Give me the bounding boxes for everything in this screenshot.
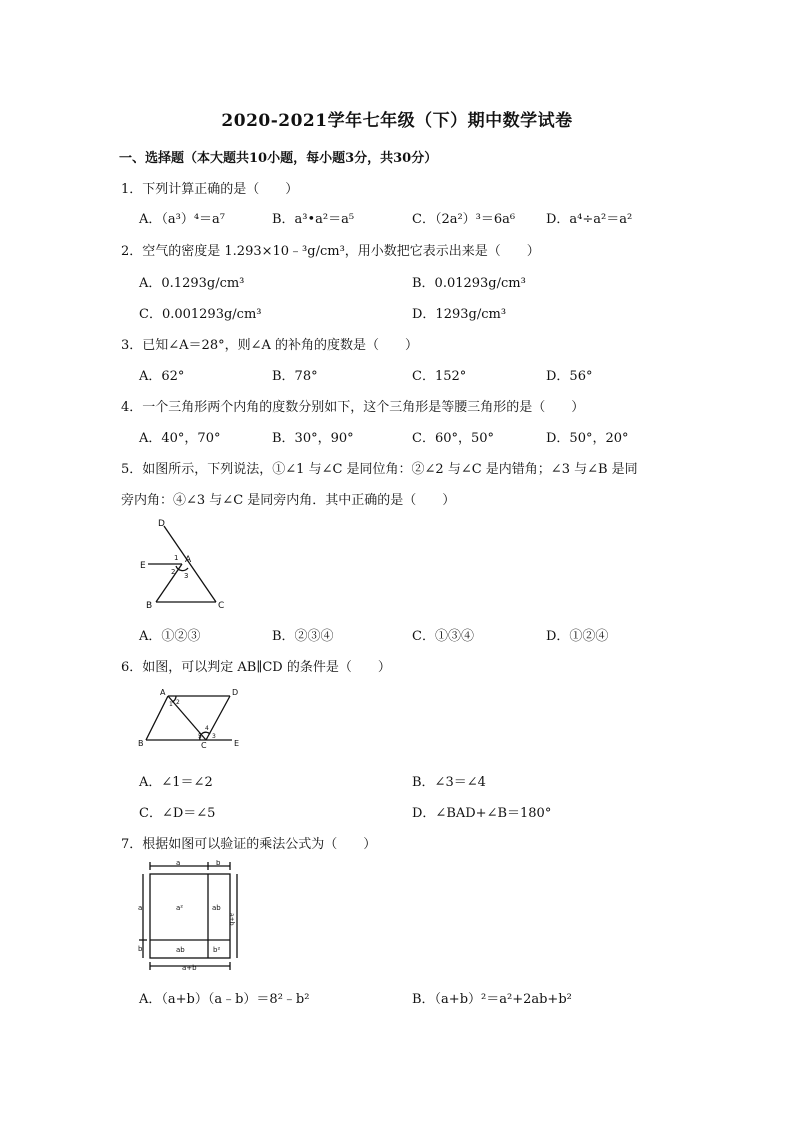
q7-label-top-a: a xyxy=(176,860,181,867)
q6-label-4: 4 xyxy=(205,725,209,732)
q7-label-top-b: b xyxy=(216,860,221,867)
q7-label-ab-right: ab xyxy=(212,904,221,912)
q5-label-c: C xyxy=(218,601,225,611)
q7-option-b: B．（a+b）²＝a²+2ab+b² xyxy=(412,992,572,1007)
q5-label-2: 2 xyxy=(171,568,176,576)
question-2-stem: 2．空气的密度是 1.293×10﹣³g/cm³，用小数把它表示出来是（ ） xyxy=(121,244,540,259)
q5-label-e: E xyxy=(140,561,146,571)
question-5-stem-line2: 旁内角：④∠3 与∠C 是同旁内角．其中正确的是（ ） xyxy=(121,493,456,508)
question-4-stem: 4．一个三角形两个内角的度数分别如下，这个三角形是等腰三角形的是（ ） xyxy=(121,400,585,415)
q6-option-d: D．∠BAD+∠B＝180° xyxy=(412,806,552,821)
q7-label-left-b: b xyxy=(138,945,143,953)
q2-option-b: B．0.01293g/cm³ xyxy=(412,276,526,291)
q1-option-d: D．a⁴÷a²＝a² xyxy=(546,212,633,227)
q3-option-b: B．78° xyxy=(272,369,318,384)
q7-option-a: A．（a+b）（a﹣b）＝8²﹣b² xyxy=(139,992,310,1007)
q7-label-ab-bottom: ab xyxy=(176,946,185,954)
q6-parallelogram-figure xyxy=(138,684,248,750)
q4-option-a: A．40°，70° xyxy=(139,431,221,446)
q6-option-c: C．∠D＝∠5 xyxy=(139,806,216,821)
q5-triangle-figure xyxy=(138,516,238,612)
q6-label-e: E xyxy=(234,739,240,748)
q6-label-c: C xyxy=(201,741,207,750)
q1-option-b: B．a³•a²＝a⁵ xyxy=(272,212,355,227)
q6-line-ab xyxy=(146,696,168,740)
q5-option-c: C．①③④ xyxy=(412,629,474,644)
q5-label-d: D xyxy=(158,519,165,529)
q6-label-2: 2 xyxy=(176,699,180,706)
question-1-stem: 1．下列计算正确的是（ ） xyxy=(121,182,299,197)
q5-option-b: B．②③④ xyxy=(272,629,334,644)
q7-square-figure xyxy=(138,860,242,972)
q2-option-a: A．0.1293g/cm³ xyxy=(139,276,245,291)
q3-option-a: A．62° xyxy=(139,369,185,384)
page-title: 2020-2021学年七年级（下）期中数学试卷 xyxy=(221,111,573,131)
q7-label-a-squared: a² xyxy=(176,904,184,912)
question-6-stem: 6．如图，可以判定 AB∥CD 的条件是（ ） xyxy=(121,660,391,675)
section-heading: 一、选择题（本大题共10小题，每小题3分，共30分） xyxy=(119,151,438,166)
q5-label-1: 1 xyxy=(174,554,179,562)
q7-label-left-a: a xyxy=(138,904,143,912)
q6-option-b: B．∠3＝∠4 xyxy=(412,775,486,790)
question-5-stem-line1: 5．如图所示，下列说法，①∠1 与∠C 是同位角：②∠2 与∠C 是内错角；∠3 与∠B 是同 xyxy=(121,462,638,477)
q1-option-c: C．（2a²）³＝6a⁶ xyxy=(412,212,516,227)
q6-label-d: D xyxy=(232,688,239,697)
q4-option-d: D．50°，20° xyxy=(546,431,629,446)
q3-option-d: D．56° xyxy=(546,369,593,384)
q7-label-bottom-ab: a+b xyxy=(182,964,197,972)
q6-label-a: A xyxy=(160,688,166,697)
q6-label-5: 5 xyxy=(198,733,202,740)
question-3-stem: 3．已知∠A＝28°，则∠A 的补角的度数是（ ） xyxy=(121,338,419,353)
q4-option-b: B．30°，90° xyxy=(272,431,354,446)
q3-option-c: C．152° xyxy=(412,369,467,384)
q6-label-3: 3 xyxy=(212,733,216,740)
q1-option-a: A．（a³）⁴＝a⁷ xyxy=(139,212,226,227)
q6-label-1: 1 xyxy=(169,701,173,708)
q6-option-a: A．∠1＝∠2 xyxy=(139,775,213,790)
q7-label-b-squared: b² xyxy=(213,946,221,954)
q4-option-c: C．60°，50° xyxy=(412,431,495,446)
q2-option-d: D．1293g/cm³ xyxy=(412,307,507,322)
q7-label-right-ab: a+b xyxy=(228,913,235,926)
q5-option-a: A．①②③ xyxy=(139,629,201,644)
question-7-stem: 7．根据如图可以验证的乘法公式为（ ） xyxy=(121,837,377,852)
q5-label-3: 3 xyxy=(184,572,189,580)
q5-label-a: A xyxy=(185,555,192,565)
q6-label-b: B xyxy=(138,739,144,748)
q5-label-b: B xyxy=(146,601,153,611)
q2-option-c: C．0.001293g/cm³ xyxy=(139,307,262,322)
q5-option-d: D．①②④ xyxy=(546,629,609,644)
